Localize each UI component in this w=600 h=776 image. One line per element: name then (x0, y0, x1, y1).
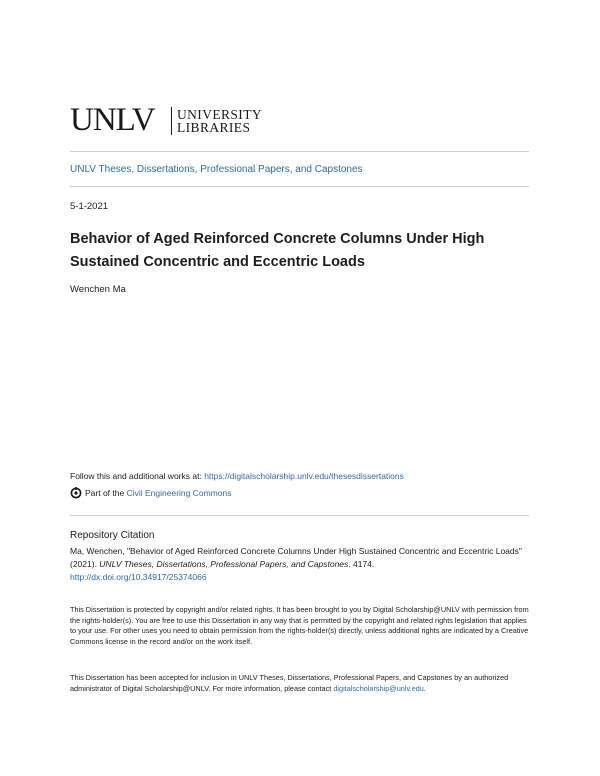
part-of-prefix: Part of the (85, 488, 127, 498)
document-title: Behavior of Aged Reinforced Concrete Columns Under High Sustained Concentric and Eccentric Loads (70, 231, 485, 270)
commons-link[interactable]: Civil Engineering Commons (126, 488, 232, 498)
citation-plain: Ma, Wenchen, "Behavior of Aged Reinforced Concrete Columns Under High Sustained Concentric and Eccentric Loads" (2021). (70, 546, 522, 569)
acceptance-paragraph (70, 673, 532, 694)
rights-paragraph: This Dissertation is protected by copyright and/or related rights. It has been brought to you by Digital Scholarship@UNLV with permission from the rights-holder(s). You are free to use this Dissertation in any way that is permitted by the copyright and related rights legislation that applies to your use. For other uses you need to obtain permission from the rights-holder(s) directly, unless additional rights are indicated by a Creative Commons license in the record and/or on the work itself. (70, 605, 529, 646)
citation-series: UNLV Theses, Dissertations, Professional Papers, and Capstones (99, 559, 349, 569)
acceptance-end: . (423, 683, 426, 693)
publication-date: 5-1-2021 (70, 201, 109, 212)
logo-line-2: LIBRARIES (177, 120, 251, 135)
divider-top (70, 151, 529, 152)
divider-citation (70, 515, 529, 516)
author-name: Wenchen Ma (70, 284, 126, 295)
divider-series (70, 186, 529, 187)
contact-email-link[interactable]: digitalscholarship@unlv.edu (333, 683, 424, 693)
creative-commons-icon (70, 487, 82, 499)
university-libraries-logo-text (177, 108, 262, 134)
follow-url-link[interactable]: https://digitalscholarship.unlv.edu/thesesdissertations (204, 471, 404, 481)
doi-link[interactable]: http://dx.doi.org/10.34917/25374066 (70, 572, 207, 582)
unlv-wordmark-logo: UNLV (70, 102, 155, 138)
logo-line-1: UNIVERSITY (177, 107, 262, 122)
citation-number: . 4174. (348, 559, 375, 569)
follow-line (70, 471, 404, 481)
part-of-text (85, 488, 231, 498)
acceptance-text: This Dissertation has been accepted for inclusion in UNLV Theses, Dissertations, Professional Papers, and Capstones by an authorized administrator of Digital Scholarship@UNLV. For more information, please contact (70, 673, 509, 693)
part-of-row (70, 487, 231, 499)
citation-heading: Repository Citation (70, 530, 155, 541)
series-link[interactable]: UNLV Theses, Dissertations, Professional Papers, and Capstones (70, 164, 363, 175)
logo-divider (171, 107, 172, 135)
citation-text (70, 545, 525, 584)
follow-prefix: Follow this and additional works at: (70, 471, 205, 481)
